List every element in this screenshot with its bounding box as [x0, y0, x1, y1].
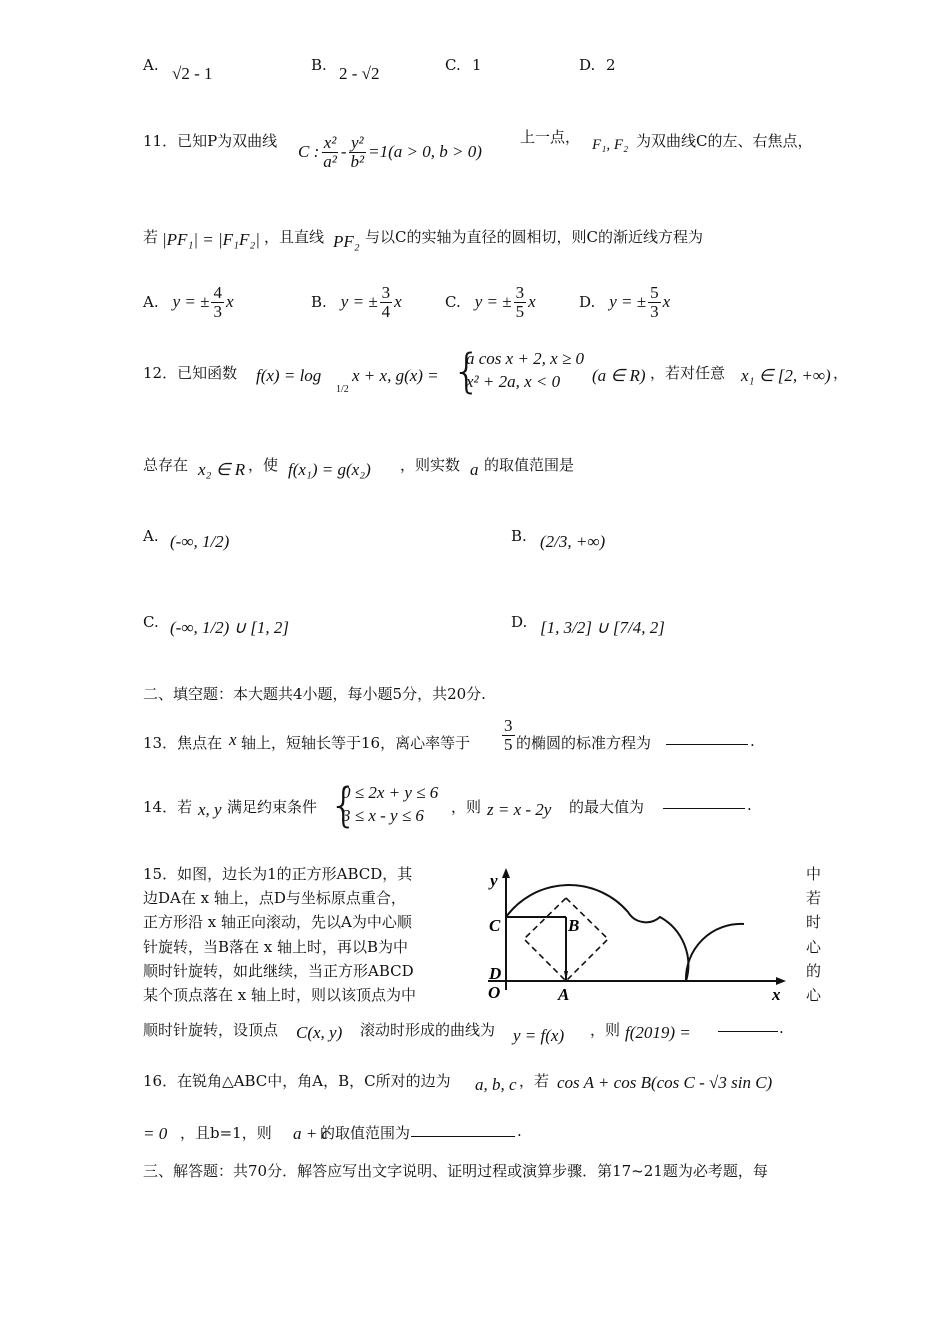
label-o: O	[488, 983, 501, 1002]
q12-line2-tail: 的取值范围是	[484, 456, 575, 474]
q11-option-b-label: B.	[311, 293, 327, 312]
q11-option-a-den: 3	[213, 301, 222, 321]
q14-tail: 的最大值为	[569, 798, 645, 816]
q14-end: .	[747, 796, 752, 814]
q12-fg: f(x₁) = g(x₂)	[288, 460, 371, 479]
q16-pre: 16．在锐角△ABC中，角A，B，C所对的边为	[143, 1072, 451, 1090]
q11-option-a-frac	[211, 284, 224, 321]
q12-f-rest: x + x, g(x) =	[352, 366, 439, 385]
q12-x2: x₂ ∈ R	[198, 460, 246, 479]
q16-answer-blank[interactable]	[411, 1122, 515, 1137]
label-a: A	[558, 985, 570, 1004]
q12-line2-pre: 总存在	[143, 456, 189, 474]
q11-abs-equation: |PF₁| = |F₁F₂|	[162, 230, 260, 249]
q16-line2-tail: 的取值范围为	[320, 1124, 411, 1142]
q13-mid: 轴上，短轴长等于16，离心率等于	[241, 734, 471, 752]
q12-f-def: f(x) = log	[256, 366, 322, 385]
q11-option-b	[311, 284, 402, 321]
q12-x1-range: x₁ ∈ [2, +∞)	[741, 366, 831, 385]
q15-line-2: 边DA在 x 轴上，点D与坐标原点重合，	[143, 889, 406, 908]
q15-right-text	[806, 862, 821, 1007]
q16-abc: a, b, c	[475, 1075, 517, 1094]
q12-option-b-label: B.	[511, 527, 527, 545]
q10-option-d-value: 2	[606, 56, 616, 74]
q11-option-d	[579, 284, 670, 321]
q15-right-5: 的	[806, 961, 822, 980]
q12-text: 12．已知函数	[143, 364, 238, 382]
q11-option-c-pre: y = ±	[474, 292, 512, 312]
label-b: B	[568, 916, 580, 935]
q16-equation: cos A + cos B(cos C - √3 sin C)	[557, 1073, 773, 1092]
q15-line-1: 15．如图，边长为1的正方形ABCD，其	[143, 865, 413, 883]
q12-cases	[466, 348, 584, 394]
q13-den: 5	[504, 734, 513, 754]
q16-mid: ，若	[519, 1072, 550, 1090]
q16-line2-mid: ，且b=1，则	[180, 1124, 272, 1142]
q11-eq-cond: =1(a > 0, b > 0)	[368, 142, 482, 162]
q15-answer-blank[interactable]	[718, 1021, 778, 1032]
q10-option-b-value: 2 - √2	[339, 64, 380, 83]
q11-eq-c: C :	[298, 142, 320, 162]
q10-option-c-label: C.	[445, 56, 461, 74]
q13-num: 3	[504, 716, 513, 735]
q13-fraction	[502, 717, 515, 754]
q12-log-base: 1/2	[336, 384, 349, 395]
q15-right-6: 心	[806, 986, 822, 1005]
q12-option-c-value: (-∞, 1/2) ∪ [1, 2]	[170, 618, 289, 637]
label-x: x	[772, 985, 781, 1004]
q12-line2-mid: ，使	[248, 456, 279, 474]
q11-foci: F₁, F₂	[592, 137, 629, 153]
q15-rolling-square-figure	[480, 862, 790, 1010]
q11-b2: b²	[350, 151, 365, 171]
q12-option-d-value: [1, 3/2] ∪ [7/4, 2]	[540, 618, 665, 637]
q11-option-c	[445, 284, 536, 321]
q14-pre: 14．若	[143, 798, 193, 816]
q11-option-b-frac	[380, 284, 393, 321]
q11-option-d-num: 5	[650, 283, 659, 302]
q13-end: .	[750, 732, 755, 750]
q11-line2-mid: ，且直线	[264, 228, 325, 246]
q10-option-b-label: B.	[311, 56, 327, 74]
q14-mid: 满足约束条件	[227, 798, 318, 816]
q12-option-a-label: A.	[143, 527, 159, 545]
q11-option-b-num: 3	[381, 283, 391, 302]
q14-cases	[342, 782, 438, 828]
q12-case2: x² + 2a, x < 0	[466, 371, 561, 391]
q11-a2: a²	[323, 151, 337, 171]
q13-tail: 的椭圆的标准方程为	[516, 734, 652, 752]
q11-line2-pre: 若	[143, 228, 159, 246]
section-2-heading: 二、填空题：本大题共4小题，每小题5分，共20分.	[143, 685, 486, 703]
q12-option-c-label: C.	[143, 613, 159, 631]
q16-line2-eq: = 0	[143, 1124, 168, 1143]
q11-option-d-post: x	[662, 292, 671, 312]
q12-option-b-value: (2/3, +∞)	[540, 532, 606, 551]
q11-option-d-pre: y = ±	[609, 292, 647, 312]
q11-option-a-pre: y = ±	[172, 292, 210, 312]
q11-option-c-num: 3	[515, 283, 525, 302]
q11-line2-tail: 与以C的实轴为直径的圆相切，则C的渐近线方程为	[365, 228, 703, 246]
q15-line-3: 正方形沿 x 轴正向滚动，先以A为中心顺	[143, 913, 412, 932]
q15-right-2: 若	[806, 889, 822, 908]
q11-option-b-den: 4	[381, 301, 391, 321]
q14-constraint-2: 3 ≤ x - y ≤ 6	[342, 805, 424, 825]
q11-frac-y	[349, 134, 367, 171]
q14-constraint-1: 0 ≤ 2x + y ≤ 6	[342, 783, 439, 802]
q11-frac-x	[321, 134, 339, 171]
q12-brace: {	[452, 344, 482, 398]
q11-option-a-label: A.	[143, 293, 159, 312]
q11-option-d-label: D.	[579, 293, 596, 312]
q12-mid-text: ，若对任意	[650, 364, 726, 382]
label-d: D	[489, 964, 502, 983]
q11-option-c-frac	[514, 284, 527, 321]
q14-brace: {	[329, 778, 359, 832]
q11-option-a-post: x	[225, 292, 234, 312]
q11-option-d-den: 3	[650, 301, 659, 321]
y-axis-arrow	[502, 868, 510, 878]
q15-right-1: 中	[806, 865, 822, 883]
q11-text: 11．已知P为双曲线	[143, 132, 278, 150]
q12-end: ，	[833, 364, 849, 382]
q15-cxy: C(x, y)	[296, 1023, 343, 1042]
q15-f2019: f(2019) =	[625, 1023, 691, 1042]
x-axis-arrow	[776, 977, 786, 985]
q10-option-c-value: 1	[472, 56, 482, 74]
q11-option-c-post: x	[528, 292, 536, 312]
q12-option-d-label: D.	[511, 613, 528, 631]
q12-a-in-r: (a ∈ R)	[592, 366, 646, 385]
q11-option-c-label: C.	[445, 293, 461, 312]
q11-option-a	[143, 284, 234, 321]
q12-line2-mid2: ，则实数	[400, 456, 461, 474]
q11-pf2: PF₂	[333, 232, 360, 251]
section-3-heading: 三、解答题：共70分．解答应写出文字说明、证明过程或演算步骤．第17~21题为必考题，每	[143, 1162, 768, 1180]
q11-tail-text: 为双曲线C的左、右焦点，	[636, 132, 813, 150]
q15-line-4: 针旋转，当B落在 x 轴上时，再以B为中	[143, 937, 409, 956]
q13-pre: 13．焦点在	[143, 734, 223, 752]
q11-mid-text: 上一点，	[520, 128, 581, 146]
q15-last-pre: 顺时针旋转，设顶点	[143, 1021, 279, 1039]
q15-line-6: 某个顶点落在 x 轴上时，则以该顶点为中	[143, 986, 416, 1005]
q11-option-a-num: 4	[213, 283, 222, 302]
q15-line-5: 顺时针旋转，如此继续，当正方形ABCD	[143, 961, 414, 980]
q12-a: a	[470, 460, 479, 479]
q15-last-mid2: ，则	[590, 1021, 621, 1039]
q10-option-a-value: √2 - 1	[172, 64, 213, 83]
q11-y2: y²	[351, 133, 364, 152]
q15-last-mid: 滚动时形成的曲线为	[360, 1021, 496, 1039]
q11-option-d-frac	[648, 284, 661, 321]
q13-answer-blank[interactable]	[666, 730, 748, 745]
q11-minus: -	[340, 142, 347, 162]
q13-x: x	[229, 730, 237, 749]
q15-right-3: 时	[806, 913, 822, 932]
q11-option-c-den: 5	[515, 301, 525, 321]
q15-right-4: 心	[806, 937, 822, 956]
q11-option-b-post: x	[394, 292, 402, 312]
q15-end: .	[779, 1019, 784, 1037]
q10-option-d-label: D.	[579, 56, 596, 74]
q14-mid2: ，则	[451, 798, 482, 816]
q12-case1: a cos x + 2, x ≥ 0	[466, 349, 585, 368]
q14-xy: x, y	[198, 800, 222, 819]
q15-left-text	[143, 862, 416, 1007]
q12-option-a-value: (-∞, 1/2)	[170, 532, 230, 551]
q14-z: z = x - 2y	[487, 800, 552, 819]
q16-end: .	[517, 1122, 522, 1140]
q15-yfx: y = f(x)	[513, 1026, 565, 1045]
q11-option-b-pre: y = ±	[340, 292, 378, 312]
q10-option-a-label: A.	[143, 56, 159, 74]
trajectory-curve	[506, 885, 744, 981]
q16-apc: a + c	[293, 1124, 330, 1143]
q11-hyperbola-equation	[298, 134, 482, 171]
label-y: y	[490, 871, 498, 890]
q14-answer-blank[interactable]	[663, 794, 745, 809]
label-c: C	[489, 916, 501, 935]
q11-x2: x²	[323, 133, 337, 152]
